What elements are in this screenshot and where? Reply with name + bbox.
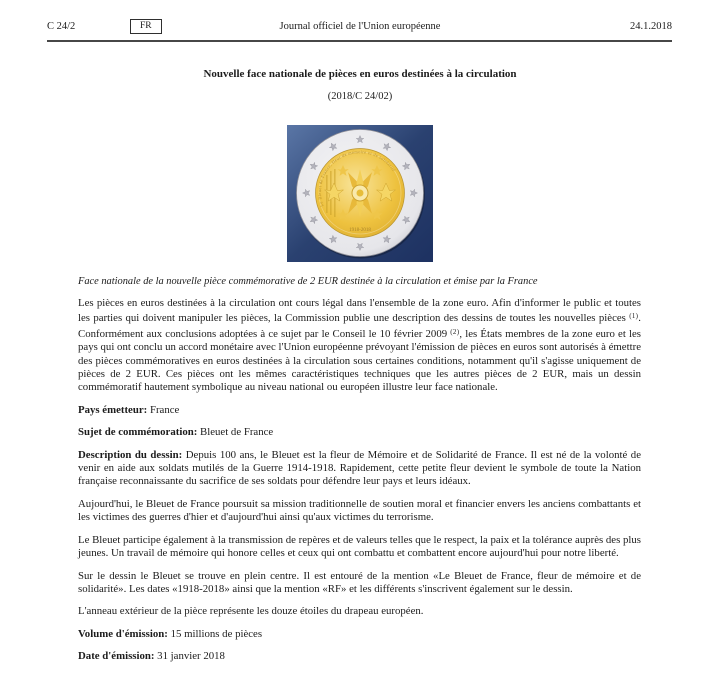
field-design-description bbox=[78, 449, 641, 489]
header-date: 24.1.2018 bbox=[630, 21, 672, 32]
paragraph-design-layout: Sur le dessin le Bleuet se trouve en plein centre. Il est entouré de la mention «Le Bleuet de France, fleur de mémoire et de solidarité». Les dates «1918-2018» ainsi que la mention «RF» et les différents s'inscrivent également sur le dessin. bbox=[78, 569, 641, 595]
language-badge: FR bbox=[130, 19, 162, 34]
header-rule bbox=[47, 40, 672, 42]
field-issuing-country bbox=[78, 404, 641, 417]
document-body bbox=[78, 275, 641, 664]
field-label: Description du dessin: bbox=[78, 448, 183, 461]
footnote-ref-1: (1) bbox=[629, 312, 639, 321]
footnote-ref-2: (2) bbox=[450, 327, 460, 336]
figure-caption: Face nationale de la nouvelle pièce commémorative de 2 EUR destinée à la circulation et émise par la France bbox=[78, 276, 538, 287]
intro-paragraph bbox=[78, 297, 641, 395]
journal-title: Journal officiel de l'Union européenne bbox=[279, 21, 441, 32]
intro-text-3: , les États membres de la zone euro et les pays qui ont conclu un accord monétaire avec l'Union européenne prévoyant l'émission de pièces en euros sont autorisés à émettre des pièces commémoratives en euros destinées à la circulation sous certaines conditions, notamment qu'il s'agisse uniquement de pièces de 2 EUR. Ces pièces ont les mêmes caractéristiques techniques que les autres pièces de 2 EUR, mais un dessin commémoratif hautement symbolique au niveau national ou européen illustre leur face nationale. bbox=[78, 327, 641, 394]
field-value: 31 janvier 2018 bbox=[154, 650, 225, 663]
paragraph-values: Le Bleuet participe également à la transmission de repères et de valeurs telles que le respect, la paix et la tolérance auprès des plus jeunes. Un travail de mémoire qui honore celles et ceux qui ont combattu et combattent encore aujourd'hui pour notre liberté. bbox=[78, 533, 642, 560]
doc-number: (2018/C 24/02) bbox=[327, 91, 393, 102]
page-number: C 24/2 bbox=[47, 21, 76, 32]
field-label: Sujet de commémoration: bbox=[78, 426, 198, 439]
intro-text-2: . Conformément aux conclusions adoptées à ce sujet par le Conseil le 10 février 2009 bbox=[78, 312, 641, 340]
paragraph-mission: Aujourd'hui, le Bleuet de France poursuit sa mission traditionnelle de soutien moral et financier envers les anciens combattants et les victimes des guerres d'hier et d'aujourd'hui ainsi qu'aux victimes du terrorisme. bbox=[78, 497, 641, 524]
field-issuing-date bbox=[78, 650, 641, 663]
coin-inscription: Le Bleuet de France, fleur de mémoire et de solidarité bbox=[316, 149, 397, 208]
field-issuing-volume bbox=[78, 628, 641, 641]
coin-image bbox=[287, 125, 433, 262]
coin-illustration bbox=[287, 125, 433, 262]
field-value: Bleuet de France bbox=[197, 426, 274, 439]
field-label: Pays émetteur: bbox=[78, 403, 148, 416]
field-label: Volume d'émission: bbox=[78, 627, 168, 640]
field-value: France bbox=[147, 403, 180, 416]
paragraph-outer-ring: L'anneau extérieur de la pièce représente les douze étoiles du drapeau européen. bbox=[78, 605, 424, 618]
page-header bbox=[0, 0, 720, 43]
field-value: 15 millions de pièces bbox=[167, 627, 263, 640]
field-label: Date d'émission: bbox=[78, 650, 155, 663]
doc-title: Nouvelle face nationale de pièces en euros destinées à la circulation bbox=[203, 68, 517, 80]
coin-dates: 1918-2018 bbox=[349, 228, 371, 233]
field-value: Depuis 100 ans, le Bleuet est la fleur de Mémoire et de Solidarité de France. Il est né de la volonté de venir en aide aux soldats mutilés de la Guerre 1914-1918. Rapidement, cette petite fleur devient le symbole de toute la Nation française reconnaissante du sacrifice de ses soldats pour défendre leur pays et leurs idéaux. bbox=[78, 448, 641, 488]
field-commemoration-subject bbox=[78, 426, 641, 439]
intro-text-1: Les pièces en euros destinées à la circulation ont cours légal dans l'ensemble de la zone euro. Afin d'informer le public et toutes les parties qui doivent manipuler les pièces, la Commission publie une description des dessins de toutes les nouvelles pièces bbox=[78, 297, 641, 325]
